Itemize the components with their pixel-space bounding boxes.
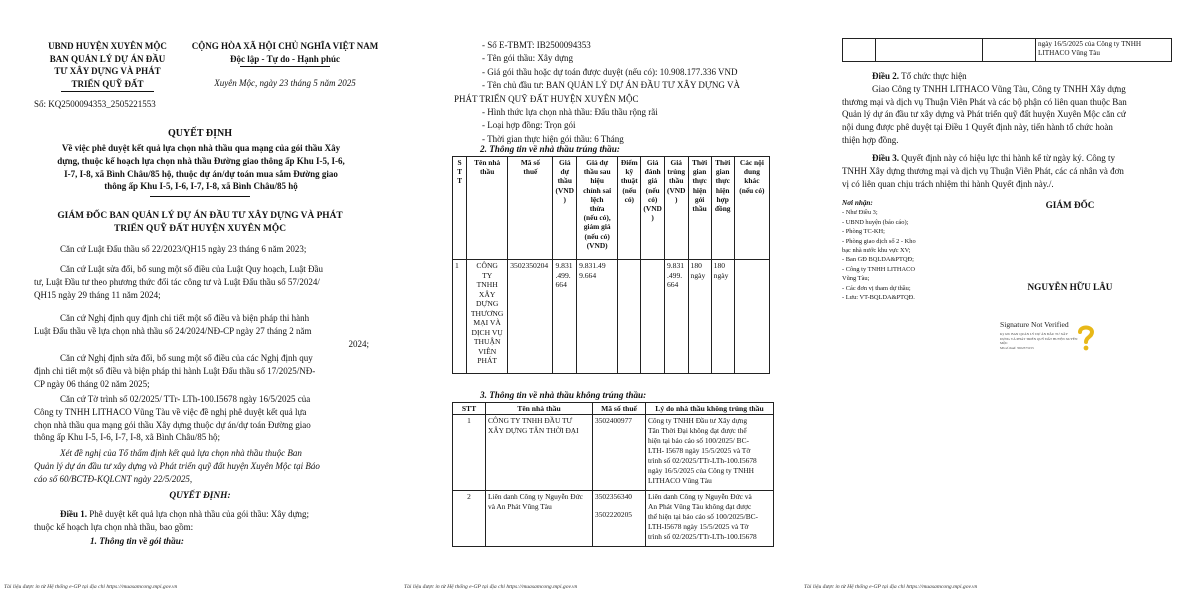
section-1-heading: 1. Thông tin về gói thầu: <box>90 536 184 546</box>
reason-line: ngày 16/5/2025 của Công ty TNHH <box>648 466 754 475</box>
header-line: có) <box>624 194 635 204</box>
basis-line: Căn cứ Nghị định quy định chi tiết một số điều và biện pháp thi hành <box>60 313 310 323</box>
recipients-title: Nơi nhận: <box>842 199 873 207</box>
recipient-line: Vũng Tàu; <box>842 275 870 283</box>
reason-line: trình số 02/2025/TTr-LTh-100.I5678 <box>648 456 757 465</box>
info-line: - Tên gói thầu: Xây dựng <box>482 53 573 64</box>
article-2 <box>842 70 1172 147</box>
loser-name <box>876 39 983 62</box>
header-tech <box>618 157 641 260</box>
national-underline <box>240 66 330 67</box>
name-line: CÔNG <box>476 261 498 270</box>
signature-details <box>1000 332 1130 350</box>
header-line: Giá <box>646 158 659 167</box>
document-page-3 <box>800 0 1200 593</box>
basis-decree-24 <box>34 312 370 350</box>
basis-law <box>60 243 370 256</box>
section-3-heading: 3. Thông tin về nhà thầu không trúng thầu: <box>480 390 647 400</box>
signer-name: NGUYỄN HỮU LÂU <box>1027 282 1113 292</box>
article-2-label: Điều 2. <box>872 71 899 81</box>
recipients <box>842 199 972 302</box>
subject-line: I-7, I-8, xã Bình Châu/85 hộ, thuộc dự án/dự toán mua sắm Đường giao <box>64 168 338 179</box>
basis-line: Căn cứ Luật sửa đổi, bổ sung một số điều của Luật Quy hoạch, Luật Đầu <box>60 264 323 274</box>
article-3-label: Điều 3. <box>872 153 899 163</box>
winner-bid-price <box>553 260 577 374</box>
article-2-line: Quản lý dự án đầu tư xây dựng và Phát triển quỹ đất huyện Xuyên Mộc căn cứ <box>842 109 1126 120</box>
winner-table-header <box>453 157 770 260</box>
header-line: (nếu có) <box>584 231 610 241</box>
signature-line: Ký bởi: BAN QUẢN LÝ DỰ ÁN ĐẦU TƯ XÂY <box>1000 332 1068 336</box>
page-footer: Tài liệu được in từ Hệ thống e-GP tại địa chỉ https://muasamcong.mpi.gov.vn <box>804 584 978 590</box>
header-line: gian <box>715 167 730 177</box>
table-row <box>843 39 1172 62</box>
recipient-line: - Công ty TNHH LITHACO <box>842 265 916 273</box>
reason-line: Liên danh Công ty Nguyễn Đức và <box>648 492 752 501</box>
reason-line: An Phát Vũng Tàu không đạt được <box>648 502 752 511</box>
basis-line: tư, Luật Đầu tư theo phương thức đối tác công tư và Luật Đấu thầu số 57/2024/ <box>34 277 320 287</box>
winner-tax-code: 3502350204 <box>508 260 553 374</box>
info-line: - Thời gian thực hiện gói thầu: 6 Tháng <box>482 133 624 144</box>
header-line: T <box>457 167 462 177</box>
page-footer: Tài liệu được in từ Hệ thống e-GP tại địa chỉ https://muasamcong.mpi.gov.vn <box>4 584 178 590</box>
basis-line: thông ấp Khu I-5, I-6, I-7, I-8, xã Bình Châu/85 hộ; <box>34 432 220 443</box>
agency-line: TRIỂN QUỸ ĐẤT <box>71 78 144 89</box>
reason-line: Công ty TNHH Đầu tư Xây dựng <box>648 416 748 425</box>
header-line: (VND <box>667 185 686 195</box>
header-line: thuật <box>620 176 638 186</box>
header-line: ) <box>651 213 654 223</box>
header-line: (nếu <box>622 185 637 195</box>
basis-line: định chi tiết một số điều và biện pháp thi hành Luật Đấu thầu số 17/2025/NĐ- <box>34 365 316 376</box>
name-line: CÔNG TY TNHH ĐẦU TƯ <box>488 416 573 425</box>
winner-other <box>734 260 769 374</box>
header-line: thầu sau <box>583 167 611 177</box>
tax-line: 3502356340 <box>595 492 632 501</box>
header-line: ) <box>563 194 566 204</box>
name-line: THƯƠNG <box>470 308 504 318</box>
article-1-label: Điều 1. <box>60 509 87 519</box>
header-line: dung <box>743 167 760 177</box>
header-line: Tên nhà <box>474 158 501 167</box>
header-stt: STT <box>453 403 486 415</box>
basis-line: Căn cứ Nghị định sửa đổi, bổ sung một số điều của các Nghị định quy <box>60 353 313 363</box>
header-line: đồng <box>714 204 731 214</box>
question-mark-icon <box>1075 324 1097 352</box>
agency-line: UBND HUYỆN XUYÊN MỘC <box>48 41 167 51</box>
article-3-text: Quyết định này có hiệu lực thi hành kể từ ngày ký. Công ty <box>899 153 1115 163</box>
basis-submission <box>34 393 370 444</box>
basis-line: Căn cứ Tờ trình số 02/2025/ TTr- LTh-100.I5678 ngày 16/5/2025 của <box>60 394 311 404</box>
signer-title: GIÁM ĐỐC <box>1045 200 1095 210</box>
value-line: .499. <box>666 270 683 280</box>
value-line: .499. <box>555 270 571 280</box>
national-header <box>190 40 380 65</box>
value-line: 9.831 <box>555 261 573 270</box>
reason-line: hiện tại báo cáo số 100/2025/ BC- <box>648 436 749 445</box>
header-other <box>734 157 769 260</box>
loser-name <box>486 415 593 491</box>
header-tax: Mã số thuế <box>593 403 646 415</box>
article-1-line: thuộc kế hoạch lựa chọn nhà thầu, bao gồm: <box>34 521 194 532</box>
basis-line: Công ty TNHH LITHACO Vũng Tàu về việc đề nghị phê duyệt kết quả lựa <box>34 406 307 417</box>
subject-line: dựng, thuộc kế hoạch lựa chọn nhà thầu Đường giao thông ấp Khu I-5, I-6, <box>57 155 345 166</box>
article-2-title: Tổ chức thực hiện <box>899 71 967 81</box>
article-2-line: nội dung được phê duyệt tại Điều 1 Quyết định này, tiến hành tổ chức hoàn <box>842 122 1113 133</box>
recipient-line: - Ban GĐ BQLDA&PTQĐ; <box>842 256 914 264</box>
header-line: thầu <box>557 176 572 186</box>
header-line: (VND) <box>586 240 608 250</box>
loser-reason <box>1036 39 1172 62</box>
header-stt <box>453 157 467 260</box>
national-subtitle: Độc lập - Tự do - Hạnh phúc <box>229 53 340 64</box>
winner-stt: 1 <box>453 260 467 374</box>
name-line: DỊCH VỤ <box>471 327 503 337</box>
tax-line: 3502220205 <box>595 510 632 519</box>
info-line: - Số E-TBMT: IB2500094353 <box>482 40 591 50</box>
page-footer: Tài liệu được in từ Hệ thống e-GP tại địa chỉ https://muasamcong.mpi.gov.vn <box>404 584 578 590</box>
header-line: giảm giá <box>583 222 611 232</box>
basis-line: CP ngày 06 tháng 02 năm 2025; <box>34 378 150 389</box>
article-3 <box>842 152 1172 190</box>
value-line: 9.664 <box>579 270 597 280</box>
header-line: kỹ <box>625 167 634 177</box>
info-line: - Tên chủ đầu tư: BAN QUẢN LÝ DỰ ÁN ĐẦU TƯ XÂY DỰNG VÀ <box>482 80 740 91</box>
article-1-text: Phê duyệt kết quả lựa chọn nhà thầu của gói thầu: Xây dựng; <box>87 509 309 519</box>
header-pkg-time <box>688 157 711 260</box>
review-line: Quản lý dự án đầu tư xây dựng và Phát triển quỹ đất huyện Xuyên Mộc tại Báo <box>34 460 320 471</box>
header-line: khác <box>744 176 760 186</box>
recipient-line: - Phòng giao dịch số 2 - Kho <box>842 237 916 245</box>
name-line: THUẬN <box>473 337 501 346</box>
header-line: thực <box>692 176 707 186</box>
header-line: gian <box>692 167 707 177</box>
basis-line: chọn nhà thầu qua mạng gói thầu Xây dựng thuộc dự án/dự toán Đường giao <box>34 419 311 430</box>
section-2-heading: 2. Thông tin về nhà thầu trúng thầu: <box>480 144 620 154</box>
info-line: - Loại hợp đồng: Trọn gói <box>482 120 576 131</box>
header-name <box>467 157 508 260</box>
header-line: thầu <box>669 176 684 186</box>
reason-line: LTH-I5678 ngày 15/5/2025 và Tờ <box>648 522 749 531</box>
recipient-line: - Lưu: VT-BQLDA&PTQĐ. <box>842 294 915 302</box>
winner-package-time <box>688 260 711 374</box>
recipient-line: - UBND huyện (báo cáo); <box>842 218 909 226</box>
article-2-line: thiện hợp đồng. <box>842 134 899 145</box>
package-info <box>454 39 782 146</box>
winner-table <box>452 156 770 374</box>
header-line: có) <box>647 194 658 204</box>
header-line: Mã số <box>520 158 540 167</box>
article-1-line <box>34 508 370 521</box>
header-bid <box>553 157 577 260</box>
loser-table-header <box>453 403 774 415</box>
header-tax <box>508 157 553 260</box>
name-line: DỰNG <box>475 299 499 308</box>
header-line: thầu <box>692 204 707 214</box>
digital-signature <box>1000 320 1130 350</box>
authority-line: TRIỂN QUỸ ĐẤT HUYỆN XUYÊN MỘC <box>114 224 286 234</box>
value-line: 664 <box>666 280 679 289</box>
value-line: ngày <box>713 270 729 280</box>
value-line: 9.831.49 <box>579 261 606 270</box>
subject-line: thông ấp Khu I-5, I-6, I-7, I-8, xã Bình Châu/85 hộ <box>104 181 298 192</box>
header-line: Giá <box>670 158 682 167</box>
subject-underline <box>150 196 250 197</box>
decides-heading: QUYẾT ĐỊNH: <box>169 491 231 501</box>
decision-title: QUYẾT ĐỊNH <box>168 128 232 139</box>
loser-reason <box>646 415 774 491</box>
loser-tax-code: 3502400977 <box>593 415 646 491</box>
header-line: hợp <box>716 194 729 204</box>
header-line: Giá dự <box>586 158 609 167</box>
authority-line: GIÁM ĐỐC BAN QUẢN LÝ DỰ ÁN ĐẦU TƯ XÂY DỰNG VÀ PHÁT <box>57 211 343 221</box>
basis-amendment <box>60 263 370 276</box>
article-2-heading <box>842 70 1172 83</box>
header-line: hiện <box>715 185 730 195</box>
header-line: S <box>457 158 462 167</box>
review-line: Xét đề nghị của Tổ thẩm định kết quả lựa chọn nhà thầu thuộc Ban <box>60 448 302 458</box>
winner-adjusted-price <box>577 260 618 374</box>
basis-line: Luật Đấu thầu về lựa chọn nhà thầu số 24/2024/NĐ-CP ngày 27 tháng 2 năm <box>34 325 312 336</box>
document-number: Số: KQ2500094353_2505221553 <box>34 99 156 109</box>
header-line: dự <box>560 167 570 177</box>
decision-subject <box>34 142 368 193</box>
header-line: (nếu có) <box>739 185 765 195</box>
article-2-line: thương mại và dịch vụ Thuận Viên Phát và các bộ phận có liên quan thuộc Ban <box>842 96 1127 107</box>
basis-amendment-cont <box>34 276 370 302</box>
header-line: Điểm <box>620 158 638 167</box>
loser-tax-code <box>983 39 1036 62</box>
info-line: - Hình thức lựa chọn nhà thầu: Đấu thầu rộng rãi <box>482 107 658 118</box>
reason-line: LITHACO Vũng Tàu <box>1038 49 1101 58</box>
header-line: (VND <box>555 185 574 195</box>
signature-line: Mã số thuế: 3502373155 <box>1000 345 1034 350</box>
info-line: PHÁT TRIỂN QUỸ ĐẤT HUYỆN XUYÊN MỘC <box>454 93 639 104</box>
loser-reason <box>646 491 774 547</box>
header-name: Tên nhà thầu <box>486 403 593 415</box>
name-line: VIÊN <box>478 346 497 356</box>
value-line: 180 <box>690 261 702 270</box>
winner-eval-price <box>641 260 665 374</box>
name-line: PHÁT <box>477 356 498 365</box>
header-reason: Lý do nhà thầu không trúng thầu <box>646 403 774 415</box>
document-page-2 <box>400 0 800 593</box>
loser-tax-code <box>593 491 646 547</box>
winner-tech-score <box>618 260 641 374</box>
table-row <box>453 260 770 374</box>
recipient-line: bạc nhà nước khu vực XV; <box>842 247 911 255</box>
header-line: Các nội <box>739 158 764 167</box>
loser-table-continued <box>842 38 1172 62</box>
header-eval <box>641 157 665 260</box>
header-line: chỉnh sai <box>583 185 612 195</box>
article-3-line <box>842 152 1172 165</box>
basis-line: QH15 ngày 29 tháng 11 năm 2024; <box>34 289 161 300</box>
winner-name <box>467 260 508 374</box>
info-line: - Giá gói thầu hoặc dự toán được duyệt (nếu có): 10.908.177.336 VND <box>482 66 738 77</box>
name-line: Liên danh Công ty Nguyễn Đức <box>488 492 583 501</box>
table-row <box>453 415 774 491</box>
article-3-line: vị có liên quan chịu trách nhiệm thi hành Quyết định này./. <box>842 178 1054 189</box>
agency-line: BAN QUẢN LÝ DỰ ÁN ĐẦU <box>49 53 166 64</box>
reason-line: trình số 02/2025/TTr-LTh-100.I5678 <box>648 532 757 541</box>
loser-name <box>486 491 593 547</box>
document-page-1 <box>0 0 400 593</box>
header-award <box>664 157 688 260</box>
header-contract-time <box>711 157 734 260</box>
article-3-line: TNHH Xây dựng thương mại và dịch vụ Thuận Viên Phát, các cá nhân và đơn <box>842 165 1124 176</box>
reason-line: Tân Thời Đại không đạt được thể <box>648 426 747 435</box>
name-line: và An Phát Vũng Tàu <box>488 502 552 511</box>
signature-status: Signature Not Verified <box>1000 320 1069 329</box>
table-row <box>453 491 774 547</box>
article-2-line: Giao Công ty TNHH LITHACO Vũng Tàu, Công ty TNHH Xây dựng <box>872 83 1126 94</box>
header-line: Giá <box>559 158 571 167</box>
value-line: 180 <box>713 261 726 270</box>
basis-line: Căn cứ Luật Đấu thầu số 22/2023/QH15 ngày 23 tháng 6 năm 2023; <box>60 244 307 254</box>
review-paragraph <box>34 447 370 485</box>
article-1 <box>34 508 370 534</box>
agency-underline <box>61 91 154 92</box>
value-line: ngày <box>690 270 706 280</box>
header-line: thừa <box>589 204 605 214</box>
name-line: MẠI VÀ <box>473 318 501 327</box>
header-line: ) <box>675 194 678 204</box>
header-line: lệch <box>590 194 604 204</box>
loser-table <box>452 402 774 547</box>
reason-line: ngày 16/5/2025 của Công ty TNHH <box>1038 40 1142 48</box>
name-line: TNHH <box>476 280 498 289</box>
header-line: (nếu <box>645 185 660 195</box>
reason-line: thể hiện tại báo cáo số 100/2025/BC- <box>648 512 759 521</box>
name-line: XÂY DỰNG TÂN THỜI ĐẠI <box>488 426 579 435</box>
header-line: giá <box>647 176 658 186</box>
header-line: gói <box>694 194 705 204</box>
agency-line: TƯ XÂY DỰNG VÀ PHÁT <box>54 66 161 76</box>
header-line: (nếu có), <box>583 213 611 223</box>
recipient-line: - Phòng TC-KH; <box>842 228 885 236</box>
issuing-agency-header <box>30 40 185 90</box>
recipient-line: - Như Điều 3; <box>842 209 878 217</box>
header-line: thầu <box>479 167 495 177</box>
header-line: thực <box>715 176 730 186</box>
loser-stt <box>843 39 876 62</box>
subject-line: Về việc phê duyệt kết quả lựa chọn nhà thầu qua mạng của gói thầu Xây <box>61 143 341 153</box>
winner-contract-time <box>711 260 734 374</box>
signature-line: DỰNG VÀ PHÁT TRIỂN QUỸ ĐẤT HUYỆN XUYÊN <box>1000 336 1078 341</box>
signature-line: MỘC <box>1000 341 1008 346</box>
value-line: 9.831 <box>666 261 685 270</box>
header-line: (VND <box>643 204 662 214</box>
national-motto: CỘNG HÒA XÃ HỘI CHỦ NGHĨA VIỆT NAM <box>191 41 379 51</box>
header-line: T <box>457 176 462 186</box>
authority-heading <box>20 210 380 236</box>
winner-award-price <box>664 260 688 374</box>
value-line: 664 <box>555 280 567 289</box>
review-line: cáo số 60/BCTĐ-KQLCNT ngày 22/5/2025, <box>34 473 193 484</box>
date-line: Xuyên Mộc, ngày 23 tháng 5 năm 2025 <box>214 78 356 88</box>
header-adjusted <box>577 157 618 260</box>
header-line: Thời <box>715 158 731 167</box>
name-line: XÂY <box>478 289 496 299</box>
reason-line: LTH- I5678 ngày 15/5/2025 và Tờ <box>648 446 751 455</box>
basis-decree-17 <box>34 352 370 390</box>
recipient-line: - Các đơn vị tham dự thầu; <box>842 284 911 292</box>
header-line: trúng <box>667 167 686 177</box>
header-line: hiệu <box>590 176 604 186</box>
basis-line: 2024; <box>348 338 369 349</box>
header-line: Thời <box>692 158 708 167</box>
loser-stt: 1 <box>453 415 486 491</box>
header-line: thuế <box>523 167 538 177</box>
header-line: đánh <box>644 167 661 177</box>
name-line: TY <box>482 270 493 280</box>
loser-stt: 2 <box>453 491 486 547</box>
header-line: hiện <box>692 185 707 195</box>
reason-line: LITHACO Vũng Tàu <box>648 476 712 485</box>
